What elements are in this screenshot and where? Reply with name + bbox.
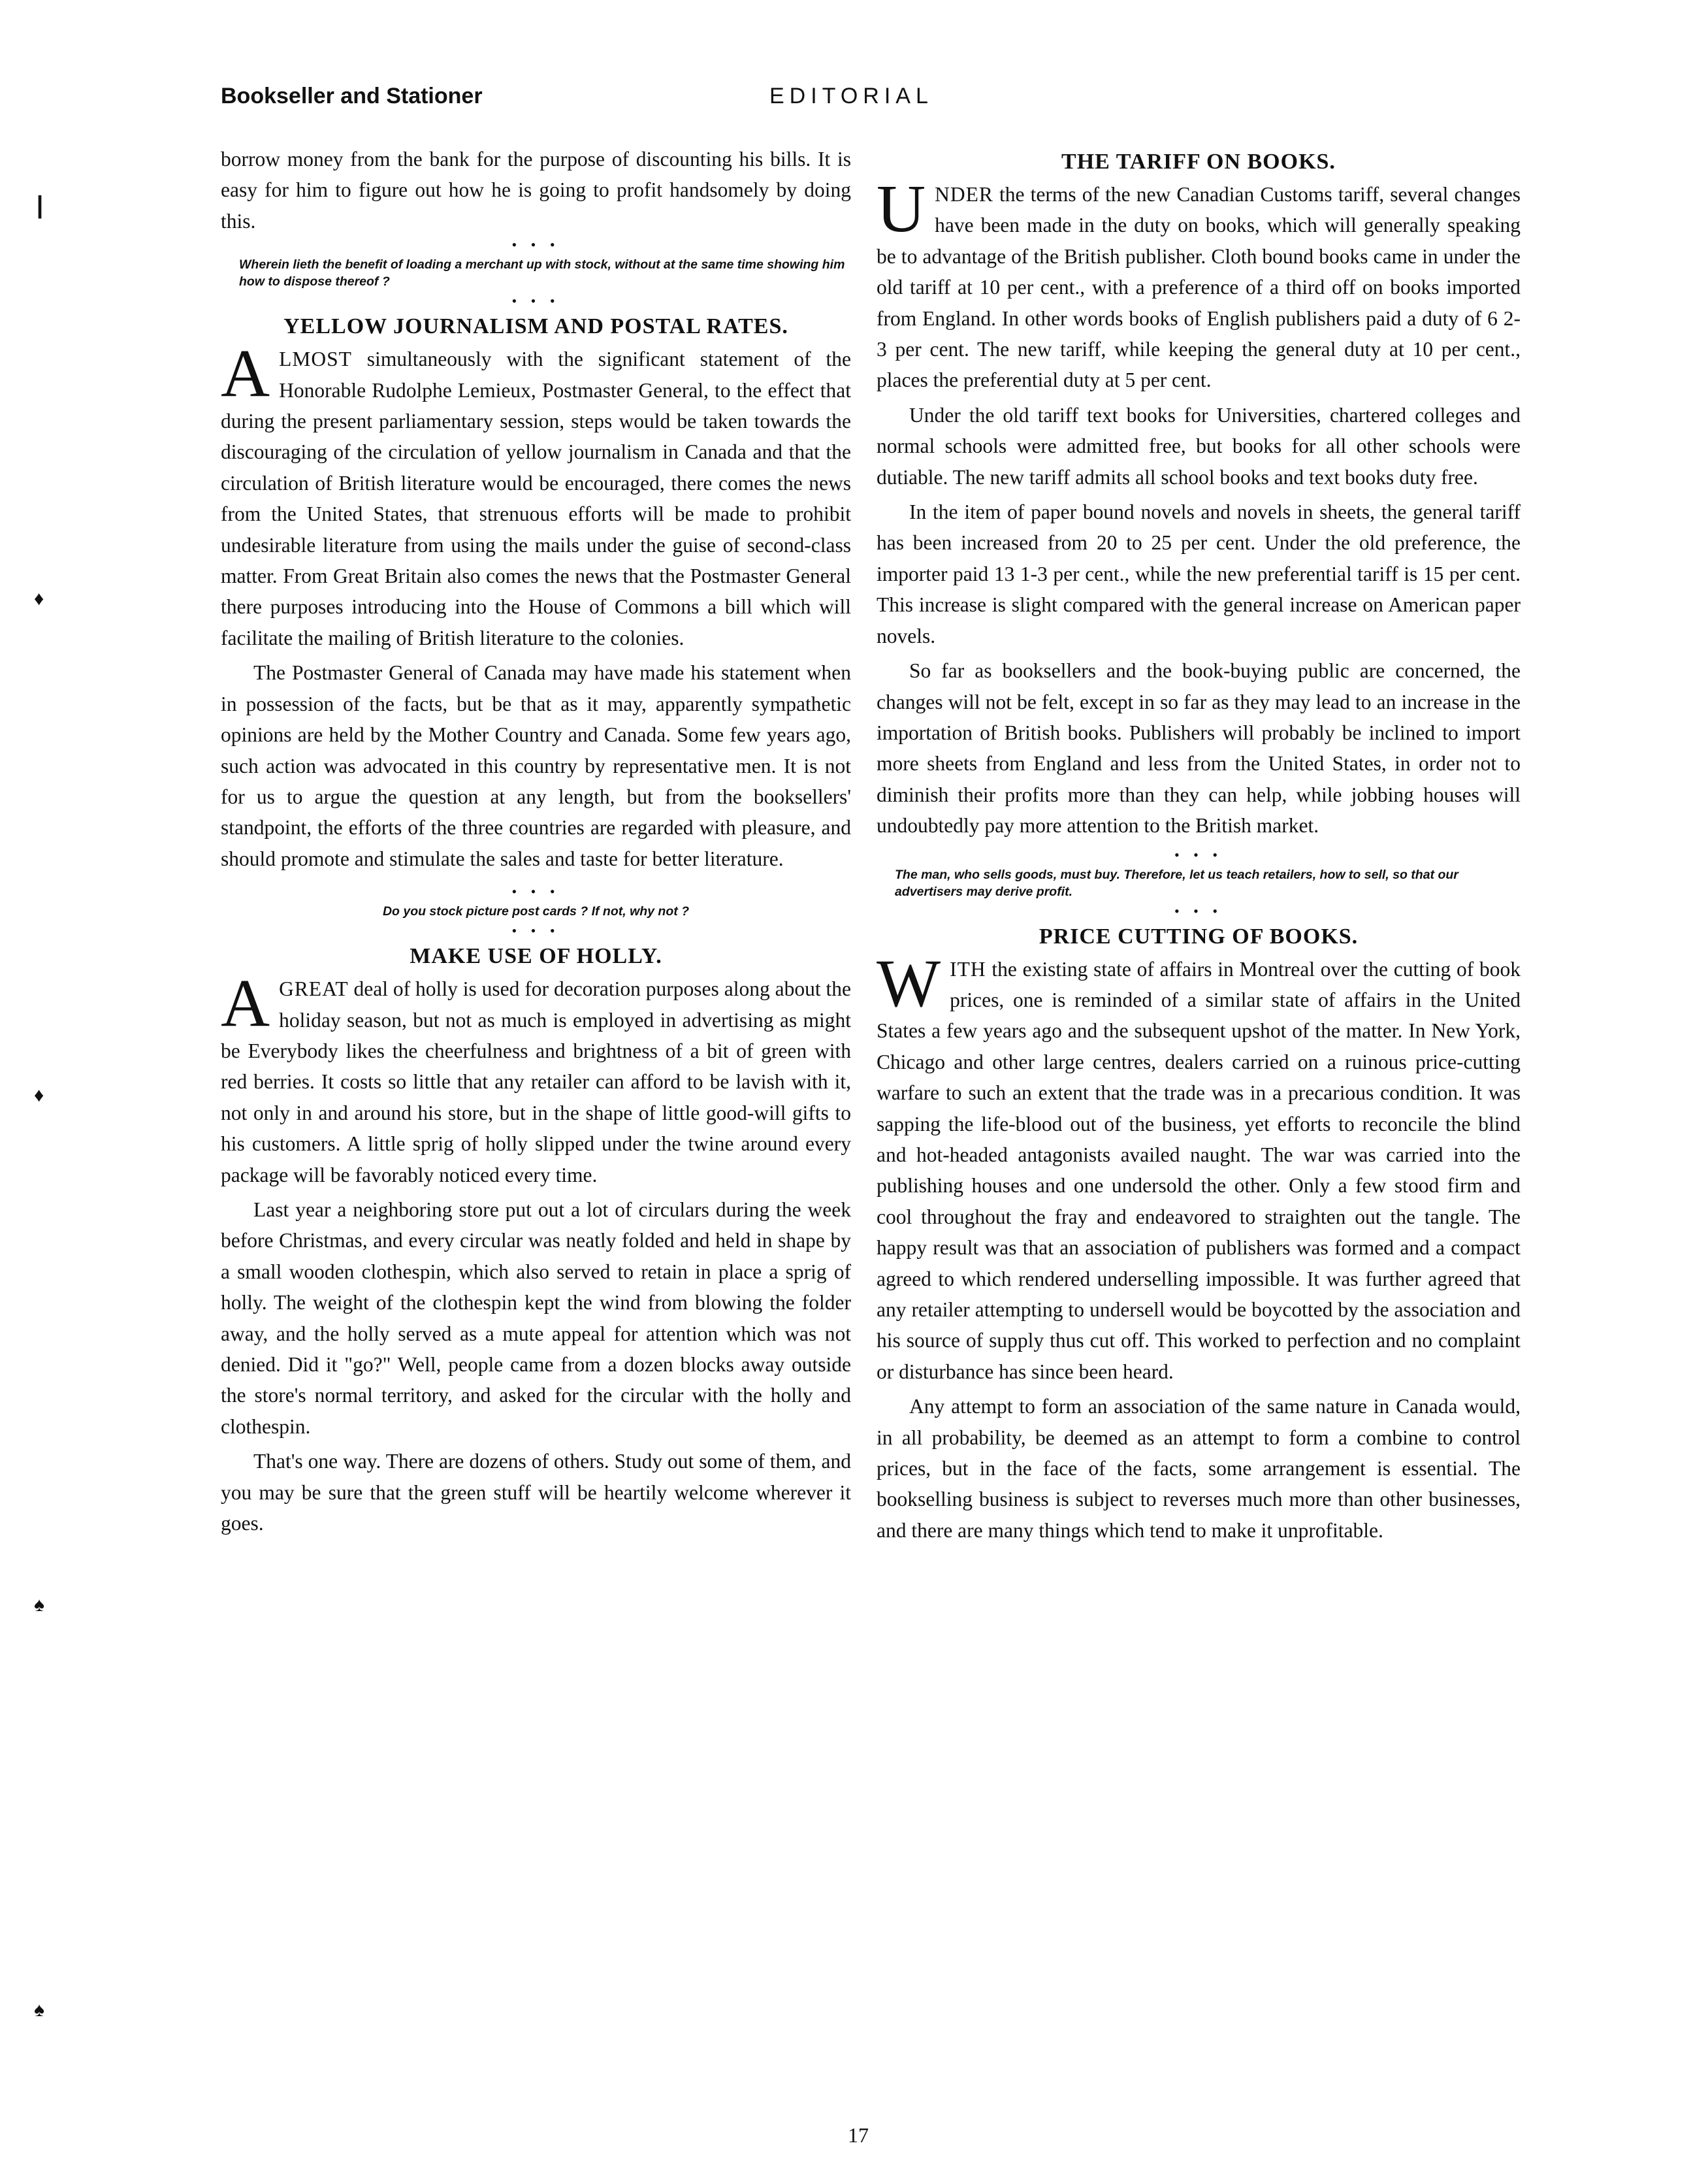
separator-dots: • • • — [511, 883, 560, 900]
margin-mark: ♦ — [34, 1085, 44, 1106]
separator-dots: • • • — [511, 922, 560, 939]
article-paragraph — [221, 966, 851, 1190]
article-paragraph: In the item of paper bound novels and novels in sheets, the general tariff has been increased from 20 to 25 per cent. Under the old preference, the importer paid 13 1-3 per cent., while the new preferential tariff is 15 per cent. This increase is slight compared with the general increase on American paper novels. — [877, 500, 1521, 647]
lead-word: ITH — [950, 957, 986, 981]
drop-cap: A — [221, 966, 270, 1041]
article-paragraph — [877, 945, 1521, 1388]
filler-quote: Wherein lieth the benefit of loading a merchant up with stock, without at the same time showing him how to dispose thereof ? — [239, 257, 845, 289]
separator-dots: • • • — [511, 237, 560, 253]
article-title: YELLOW JOURNALISM AND POSTAL RATES. — [283, 314, 788, 339]
paragraph-text: the terms of the new Canadian Customs tariff, several changes have been made in the duty on books, which will generally speaking be to advantage of the British publisher. Cloth bound books came in under the old tariff at 10 per cent., with a preference of a third off on books imported from England. In other words books of English publishers paid a duty of 6 2-3 per cent. The new tariff, while keeping the general duty at 10 per cent., places the preferential duty at 5 per cent. — [877, 183, 1521, 392]
article-title: THE TARIFF ON BOOKS. — [1061, 150, 1336, 174]
margin-mark: ♠ — [34, 1594, 44, 1616]
separator-dots: • • • — [511, 293, 560, 310]
section-name: EDITORIAL — [769, 84, 933, 108]
article-title: MAKE USE OF HOLLY. — [410, 944, 662, 969]
paragraph-text: simultaneously with the significant statement of the Honorable Rudolphe Lemieux, Postmaster General, to the effect that during the present parliamentary session, steps would be taken towards the discouraging of the circulation of yellow journalism in Canada and that the circulation of British literature would be encouraged, there comes the news from the United States, that strenuous efforts will be made to prohibit undesirable literature from using the mails under the guise of second-class matter. From Great Britain also comes the news that the Postmaster General there purposes introducing into the House of Commons a bill which will facilitate the mailing of British literature to the colonies. — [221, 348, 851, 649]
article-title: PRICE CUTTING OF BOOKS. — [1039, 924, 1359, 949]
article-paragraph: So far as booksellers and the book-buying public are concerned, the changes will not be felt, except in so far as they may lead to an increase in the importation of British books. Publishers will probably be inclined to import more sheets from England and less from the United States, in order not to diminish their profits more than they can help, while jobbing houses will undoubtedly pay more attention to the British market. — [877, 659, 1521, 838]
article-paragraph — [221, 336, 851, 653]
lead-word: NDER — [935, 183, 993, 206]
margin-mark: ♦ — [34, 588, 44, 610]
article-paragraph — [877, 171, 1521, 396]
publication-name: Bookseller and Stationer — [221, 84, 483, 108]
article-paragraph: Last year a neighboring store put out a lot of circulars during the week before Christmas, and every circular was neatly folded and held in shape by a small wooden clothespin, which also served to retain in place a sprig of holly. The weight of the clothespin kept the wind from blowing the folder away, and the holly served as a mute appeal for attention which was not denied. Did it "go?" Well, people came from a dozen blocks away outside the store's normal territory, and asked for the circular with the holly and clothespin. — [221, 1198, 851, 1438]
separator-dots: • • • — [1174, 902, 1223, 919]
margin-mark: ┃ — [34, 197, 46, 218]
drop-cap: A — [221, 336, 270, 412]
page-number: 17 — [848, 2123, 869, 2147]
separator-dots: • • • — [1174, 846, 1223, 863]
filler-quote: The man, who sells goods, must buy. Therefore, let us teach retailers, how to sell, so that our advertisers may derive profit. — [895, 867, 1458, 899]
lead-word: GREAT — [279, 977, 349, 1001]
article-paragraph: The Postmaster General of Canada may have made his statement when in possession of the facts, but be that as it may, apparently sympathetic opinions are held by the Mother Country and Canada. Some few years ago, such action was advocated in this country by representative men. It is not for us to argue the question at any length, but from the booksellers' standpoint, the efforts of the three countries are regarded with pleasure, and should promote and stimulate the sales and taste for better literature. — [221, 661, 851, 870]
left-column — [221, 144, 851, 1539]
paragraph-text: the existing state of affairs in Montreal over the cutting of book prices, one is reminded of a similar state of affairs in the United States a few years ago and the subsequent upshot of the matter. In New York, Chicago and other large centres, dealers carried on a ruinous price-cutting warfare to such an extent that the trade was in a precarious condition. It was sapping the life-blood out of the business, yet efforts to reconcile the blind and hot-headed antagonists availed naught. The war was carried into the publishing houses and one undersold the other. Only a few stood firm and cool throughout the fray and endeavored to straighten out the tangle. The happy result was that an association of publishers was formed and a compact agreed to which rendered underselling impossible. It was further agreed that any retailer attempting to undersell would be boycotted by the association and his source of supply thus cut off. This worked to perfection and no complaint or disturbance has since been heard. — [877, 957, 1521, 1383]
right-column — [877, 145, 1521, 1546]
article-paragraph: Any attempt to form an association of the same nature in Canada would, in all probability, be deemed as an attempt to form a combine to control prices, but in the face of the facts, some arrangement is essential. The bookselling business is subject to reverses much more than other businesses, and there are many things which tend to make it unprofitable. — [877, 1395, 1521, 1542]
drop-cap: U — [877, 171, 926, 246]
lead-word: LMOST — [279, 348, 352, 371]
filler-quote: Do you stock picture post cards ? If not, why not ? — [382, 904, 690, 919]
drop-cap: W — [877, 945, 941, 1021]
article-paragraph: That's one way. There are dozens of others. Study out some of them, and you may be sure that the green stuff will be heartily welcome wherever it goes. — [221, 1450, 851, 1535]
page-header — [221, 84, 1605, 123]
article-paragraph: borrow money from the bank for the purpose of discounting his bills. It is easy for him to figure out how he is going to profit handsomely by doing this. — [221, 148, 851, 233]
paragraph-text: deal of holly is used for decoration purposes along about the holiday season, but not as much is employed in advertising as might be Everybody likes the cheerfulness and brightness of a bit of green with red berries. It costs so little that any retailer can afford to be lavish with it, not only in and around his store, but in the shape of little good-will gifts to his customers. A little sprig of holly slipped under the twine around every package will be favorably noticed every time. — [221, 977, 851, 1186]
article-paragraph: Under the old tariff text books for Universities, chartered colleges and normal schools were admitted free, but books for all other schools were dutiable. The new tariff admits all school books and text books duty free. — [877, 403, 1521, 489]
margin-mark: ♠ — [34, 1999, 44, 2021]
